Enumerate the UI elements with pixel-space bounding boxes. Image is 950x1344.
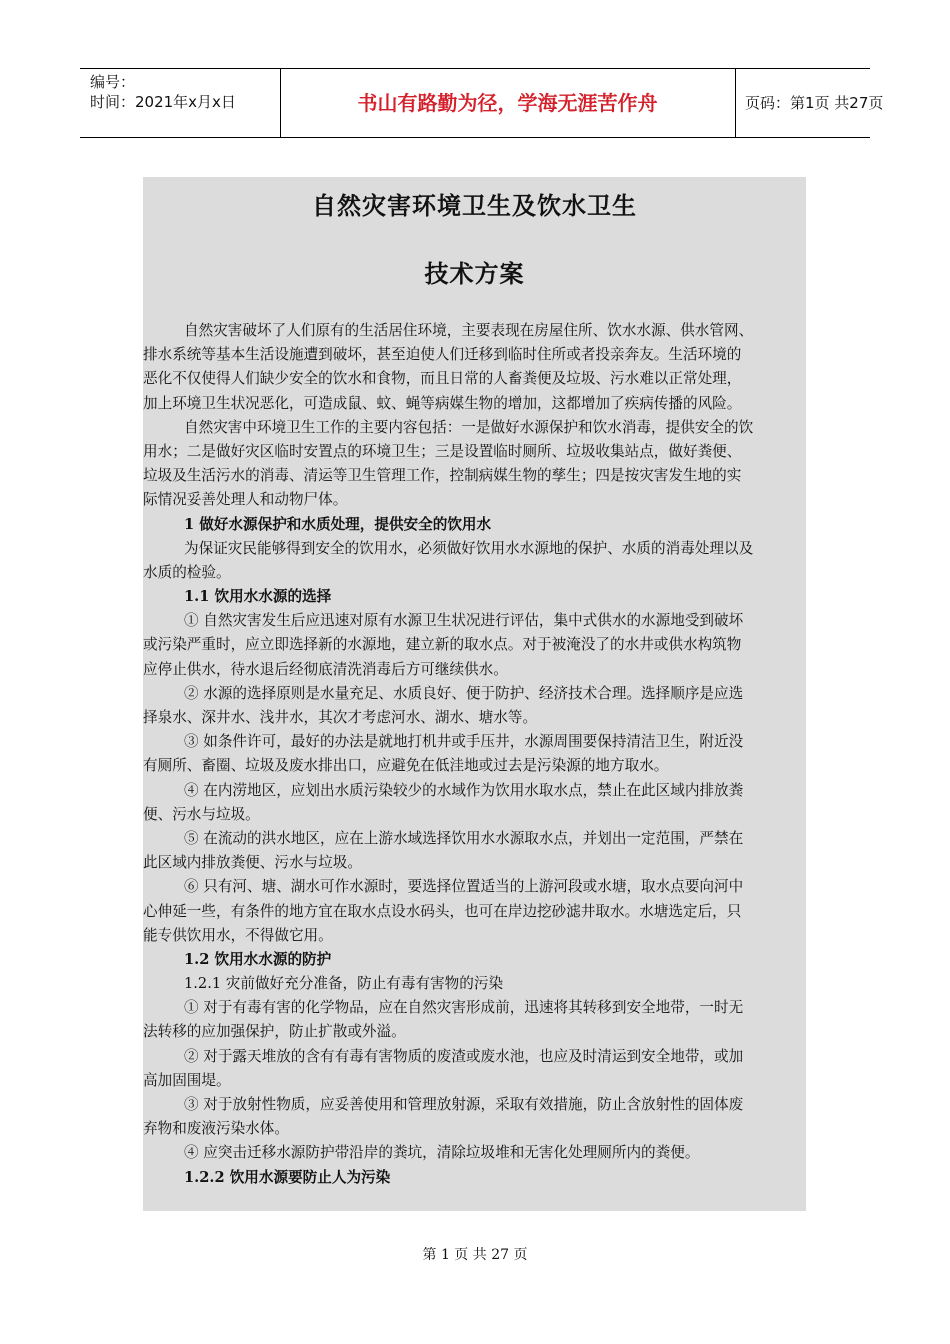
body-text-line: 弃物和废液污染水体。 — [143, 1120, 289, 1138]
header-page-cell — [735, 69, 884, 137]
body-text-line: 应停止供水，待水退后经彻底清洗消毒后方可继续供水。 — [143, 660, 508, 678]
body-text-line: ① 对于有毒有害的化学物品，应在自然灾害形成前，迅速将其转移到安全地带，一时无 — [184, 999, 744, 1017]
body-text-line: 际情况妥善处理人和动物尸体。 — [143, 491, 348, 509]
body-text-line: 此区域内排放粪便、污水与垃圾。 — [143, 854, 362, 872]
section-heading: 1.2.2 饮用水源要防止人为污染 — [184, 1168, 391, 1186]
body-text-line: 用水；二是做好灾区临时安置点的环境卫生；三是设置临时厕所、垃圾收集站点，做好粪便、 — [143, 442, 742, 460]
page-header — [80, 68, 884, 138]
body-text-line: ③ 如条件许可，最好的办法是就地打机井或手压井，水源周围要保持清洁卫生，附近没 — [184, 733, 744, 751]
body-text-line: 便、污水与垃圾。 — [143, 805, 260, 823]
section-heading: 1.1 饮用水水源的选择 — [184, 588, 332, 606]
body-text-line: 心伸延一些，有条件的地方宜在取水点设水码头，也可在岸边挖砂滤井取水。水塘选定后，只 — [143, 902, 742, 920]
body-text-line: 为保证灾民能够得到安全的饮用水，必须做好饮用水水源地的保护、水质的消毒处理以及 — [184, 539, 754, 557]
body-text-line: 水质的检验。 — [143, 563, 231, 581]
body-text-line: ⑥ 只有河、塘、湖水可作水源时，要选择位置适当的上游河段或水塘，取水点要向河中 — [184, 878, 744, 896]
document-date-label: 时间：2021年x月x日 — [90, 93, 236, 111]
body-text-line: 有厕所、畜圈、垃圾及废水排出口，应避免在低洼地或过去是污染源的地方取水。 — [143, 757, 669, 775]
body-text-line: 加上环境卫生状况恶化，可造成鼠、蚊、蝇等病媒生物的增加，这都增加了疾病传播的风险。 — [143, 394, 742, 412]
body-text-line: ② 对于露天堆放的含有有毒有害物质的废渣或废水池，也应及时清运到安全地带，或加 — [184, 1047, 744, 1065]
header-motto: 书山有路勤为径，学海无涯苦作舟 — [357, 91, 658, 115]
body-text-line: 高加固围堤。 — [143, 1071, 231, 1089]
section-heading: 1.2 饮用水水源的防护 — [184, 950, 332, 968]
body-text-line: ④ 应突击迁移水源防护带沿岸的粪坑，清除垃圾堆和无害化处理厕所内的粪便。 — [184, 1144, 700, 1162]
body-text-line: ④ 在内涝地区，应划出水质污染较少的水域作为饮用水取水点，禁止在此区域内排放粪 — [184, 781, 744, 799]
body-text-line: ① 自然灾害发生后应迅速对原有水源卫生状况进行评估，集中式供水的水源地受到破坏 — [184, 612, 744, 630]
document-subtitle: 技术方案 — [424, 259, 525, 288]
document-body — [143, 319, 806, 1190]
body-text-line: ② 水源的选择原则是水量充足、水质良好、便于防护、经济技术合理。选择顺序是应选 — [184, 684, 744, 702]
body-text-line: ⑤ 在流动的洪水地区，应在上游水域选择饮用水水源取水点，并划出一定范围，严禁在 — [184, 829, 744, 847]
body-text-line: 法转移的应加强保护，防止扩散或外溢。 — [143, 1023, 406, 1041]
document-number-label: 编号： — [90, 73, 136, 91]
section-heading: 1 做好水源保护和水质处理，提供安全的饮用水 — [184, 515, 492, 533]
body-text-line: 择泉水、深井水、浅井水，其次才考虑河水、湖水、塘水等。 — [143, 709, 538, 726]
document-title: 自然灾害环境卫生及饮水卫生 — [312, 191, 637, 220]
body-text-line: ③ 对于放射性物质，应妥善使用和管理放射源，采取有效措施，防止含放射性的固体废 — [184, 1096, 744, 1113]
body-text-line: 自然灾害中环境卫生工作的主要内容包括：一是做好水源保护和饮水消毒，提供安全的饮 — [184, 418, 754, 436]
body-text-line: 1.2.1 灾前做好充分准备，防止有毒有害物的污染 — [184, 975, 504, 993]
body-text-line: 或污染严重时，应立即选择新的水源地，建立新的取水点。对于被淹没了的水井或供水构筑物 — [143, 636, 742, 654]
body-text-line: 能专供饮用水，不得做它用。 — [143, 926, 333, 944]
header-meta-cell — [80, 69, 281, 137]
body-text-line: 垃圾及生活污水的消毒、清运等卫生管理工作，控制病媒生物的孳生；四是按灾害发生地的实 — [143, 467, 742, 485]
page-footer: 第 1 页 共 27 页 — [422, 1247, 528, 1263]
header-page-info: 页码：第1页 共27页 — [745, 94, 884, 112]
body-text-line: 排水系统等基本生活设施遭到破坏，甚至迫使人们迁移到临时住所或者投亲奔友。生活环境的 — [143, 346, 742, 364]
body-text-line: 自然灾害破坏了人们原有的生活居住环境，主要表现在房屋住所、饮水水源、供水管网、 — [184, 322, 754, 339]
header-motto-cell — [280, 69, 736, 137]
document-content — [143, 177, 806, 1211]
body-text-line: 恶化不仅使得人们缺少安全的饮水和食物，而且日常的人畜粪便及垃圾、污水难以正常处理， — [143, 370, 742, 388]
